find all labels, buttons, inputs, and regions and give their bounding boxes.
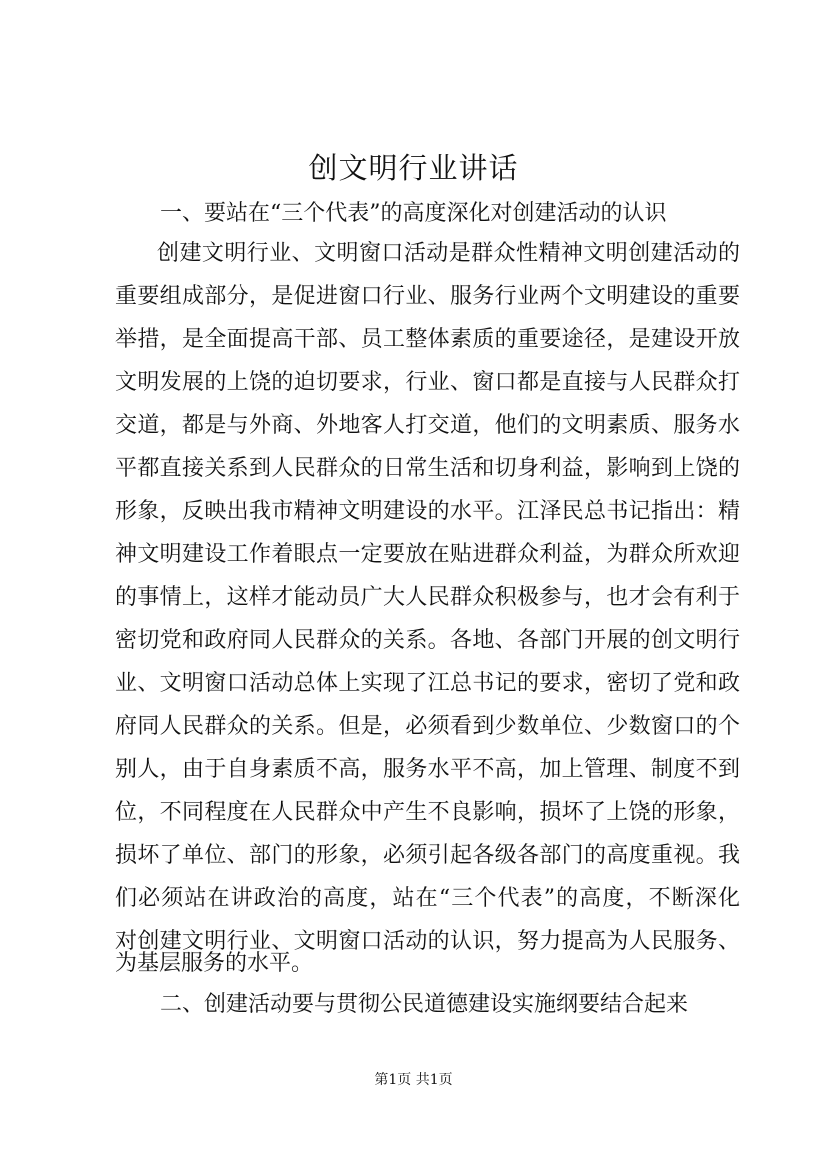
paragraph-line: 平都直接关系到人民群众的日常生活和切身利益，影响到上饶的 [115, 456, 740, 481]
paragraph-line: 业、文明窗口活动总体上实现了江总书记的要求，密切了党和政 [115, 671, 740, 696]
paragraph-line: 为基层服务的水平。 [115, 951, 314, 976]
paragraph-line: 神文明建设工作着眼点一定要放在贴进群众利益，为群众所欢迎 [115, 542, 740, 567]
paragraph-line: 损坏了单位、部门的形象，必须引起各级各部门的高度重视。我 [115, 843, 740, 868]
section-heading-1: 一、要站在“三个代表”的高度深化对创建活动的认识 [160, 201, 667, 226]
paragraph-line: 们必须站在讲政治的高度，站在“三个代表”的高度，不断深化 [115, 886, 740, 911]
paragraph-line: 创建文明行业、文明窗口活动是群众性精神文明创建活动的 [157, 241, 740, 266]
page-footer: 第1页 共1页 [374, 1072, 453, 1088]
paragraph-line: 的事情上，这样才能动员广大人民群众积极参与，也才会有利于 [115, 585, 740, 610]
paragraph-line: 密切党和政府同人民群众的关系。各地、各部门开展的创文明行 [115, 628, 740, 653]
paragraph-line: 位，不同程度在人民群众中产生不良影响，损坏了上饶的形象， [115, 800, 740, 825]
document-title: 创文明行业讲话 [308, 151, 519, 185]
paragraph-line: 交道，都是与外商、外地客人打交道，他们的文明素质、服务水 [115, 413, 740, 438]
paragraph-line: 形象，反映出我市精神文明建设的水平。江泽民总书记指出：精 [115, 499, 740, 524]
paragraph-line: 举措，是全面提高干部、员工整体素质的重要途径，是建设开放 [115, 327, 740, 352]
paragraph-line: 文明发展的上饶的迫切要求，行业、窗口都是直接与人民群众打 [115, 370, 740, 395]
paragraph-line: 重要组成部分，是促进窗口行业、服务行业两个文明建设的重要 [115, 284, 740, 309]
paragraph-line: 对创建文明行业、文明窗口活动的认识，努力提高为人民服务、 [115, 929, 740, 954]
paragraph-line: 府同人民群众的关系。但是，必须看到少数单位、少数窗口的个 [115, 714, 740, 739]
paragraph-line: 别人，由于自身素质不高，服务水平不高，加上管理、制度不到 [115, 757, 740, 782]
section-heading-2: 二、创建活动要与贯彻公民道德建设实施纲要结合起来 [160, 992, 689, 1017]
